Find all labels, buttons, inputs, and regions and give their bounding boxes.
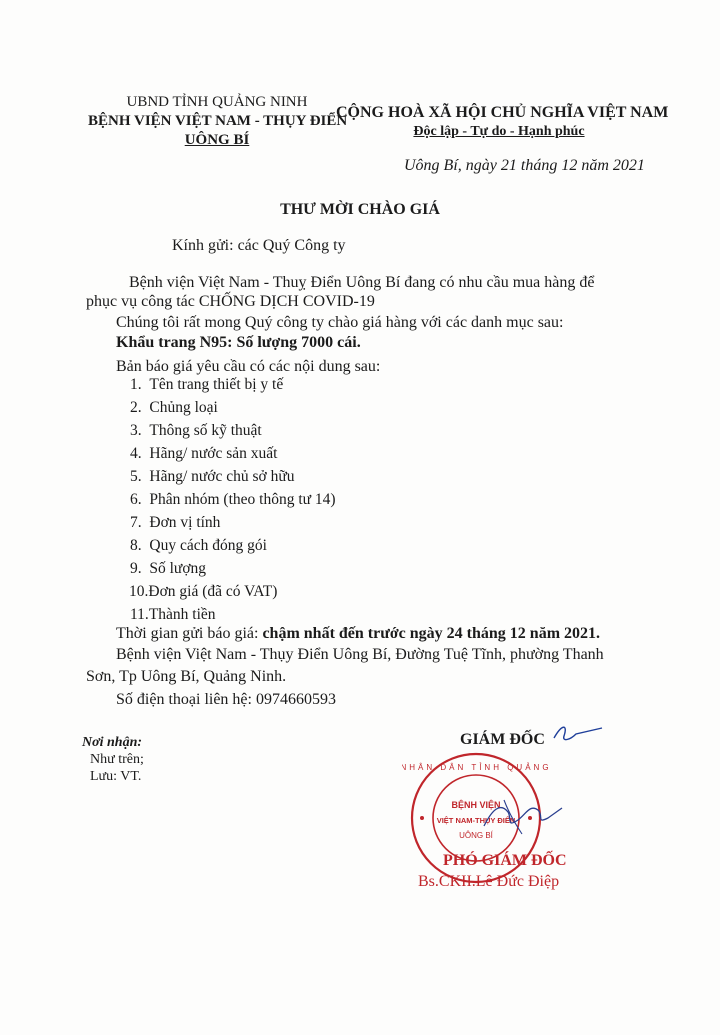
deadline-value: chậm nhất đến trước ngày 24 tháng 12 năm 2021. xyxy=(262,625,601,642)
hospital-location: UÔNG BÍ xyxy=(184,132,250,148)
list-item xyxy=(130,514,220,532)
list-item xyxy=(130,491,336,509)
list-item xyxy=(130,606,216,624)
recipients-line-1: Như trên; xyxy=(90,752,144,767)
request-intro: Bản báo giá yêu cầu có các nội dung sau: xyxy=(116,358,381,375)
item-text: Thành tiền xyxy=(148,606,216,623)
stamp-line-1: BỆNH VIỆN xyxy=(451,800,501,810)
address-line-2: Sơn, Tp Uông Bí, Quảng Ninh. xyxy=(86,668,287,685)
item-text: Tên trang thiết bị y tế xyxy=(149,376,284,393)
stamp-ring-text: NHÂN DÂN TỈNH QUẢNG xyxy=(402,763,552,772)
list-item xyxy=(130,445,277,463)
province-committee: UBND TỈNH QUẢNG NINH xyxy=(126,94,308,110)
item-number: 7. xyxy=(130,514,142,531)
greeting: Kính gửi: các Quý Công ty xyxy=(172,237,346,254)
item-number: 4. xyxy=(130,445,142,462)
item-number: 10. xyxy=(129,583,149,600)
item-text: Hãng/ nước sản xuất xyxy=(149,445,278,462)
national-heading xyxy=(336,103,669,141)
stamp-line-2: VIỆT NAM-THỤY ĐIỂN xyxy=(436,816,516,825)
nation-title: CỘNG HOÀ XÃ HỘI CHỦ NGHĨA VIỆT NAM xyxy=(336,104,669,121)
document-date: Uông Bí, ngày 21 tháng 12 năm 2021 xyxy=(404,157,645,174)
item-number: 2. xyxy=(130,399,142,416)
item-number: 9. xyxy=(130,560,142,577)
list-item xyxy=(130,537,267,555)
item-text: Đơn vị tính xyxy=(149,514,221,531)
item-number: 6. xyxy=(130,491,142,508)
list-item xyxy=(130,560,206,578)
item-number: 1. xyxy=(130,376,142,393)
product-line: Khẩu trang N95: Số lượng 7000 cái. xyxy=(116,334,361,351)
item-number: 3. xyxy=(130,422,142,439)
recipients-line-2: Lưu: VT. xyxy=(90,769,142,784)
item-number: 8. xyxy=(130,537,142,554)
deputy-title: PHÓ GIÁM ĐỐC xyxy=(443,852,567,869)
deadline-label: Thời gian gửi báo giá: xyxy=(116,625,263,642)
item-text: Chủng loại xyxy=(149,399,218,416)
item-text: Quy cách đóng gói xyxy=(149,537,267,554)
handwritten-signature-icon xyxy=(478,790,568,840)
national-motto: Độc lập - Tự do - Hạnh phúc xyxy=(413,124,585,139)
list-item xyxy=(130,422,262,440)
signer-name: Bs.CKII.Lê Đức Điệp xyxy=(418,873,560,890)
paragraph-1-line-1: Bệnh viện Việt Nam - Thuỵ Điển Uông Bí đang có nhu cầu mua hàng để xyxy=(129,274,595,291)
signature-role: GIÁM ĐỐC xyxy=(460,731,545,748)
item-number: 11. xyxy=(130,606,149,623)
list-item xyxy=(129,583,277,601)
list-item xyxy=(130,376,283,394)
contact-phone: Số điện thoại liên hệ: 0974660593 xyxy=(116,691,336,708)
list-item xyxy=(130,399,218,417)
item-text: Số lượng xyxy=(149,560,207,577)
document-title: THƯ MỜI CHÀO GIÁ xyxy=(280,201,440,218)
paragraph-1-line-2: phục vụ công tác CHỐNG DỊCH COVID-19 xyxy=(86,293,375,310)
item-text: Phân nhóm (theo thông tư 14) xyxy=(149,491,336,508)
item-number: 5. xyxy=(130,468,142,485)
item-text: Hãng/ nước chủ sở hữu xyxy=(149,468,295,485)
stamp-line-3: UÔNG BÍ xyxy=(459,831,493,840)
deadline xyxy=(116,624,600,644)
item-text: Thông số kỹ thuật xyxy=(149,422,262,439)
issuer-block xyxy=(88,93,346,150)
initial-mark-icon xyxy=(550,722,610,748)
list-item xyxy=(130,468,295,486)
item-text: Đơn giá (đã có VAT) xyxy=(148,583,278,600)
hospital-name: BỆNH VIỆN VIỆT NAM - THỤY ĐIỂN xyxy=(88,113,348,129)
paragraph-2: Chúng tôi rất mong Quý công ty chào giá hàng với các danh mục sau: xyxy=(116,314,564,331)
recipients-title: Nơi nhận: xyxy=(82,735,143,750)
address-line-1: Bệnh viện Việt Nam - Thụy Điển Uông Bí, Đường Tuệ Tĩnh, phường Thanh xyxy=(116,646,604,663)
